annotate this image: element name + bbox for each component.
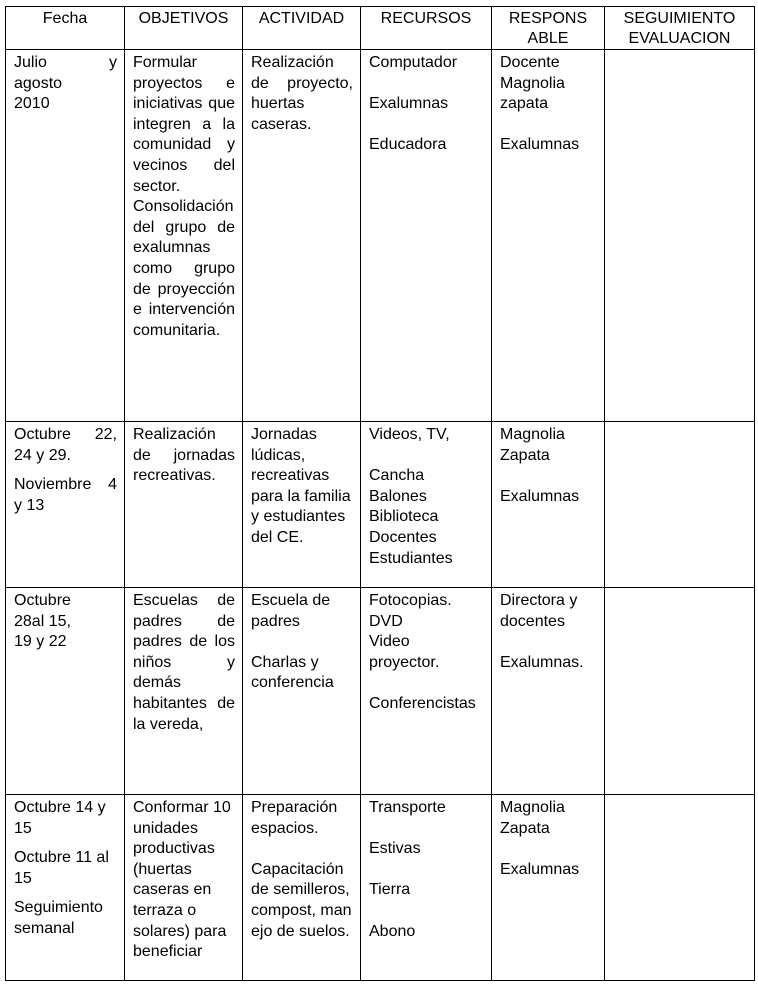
header-responsable: RESPONS ABLE [492, 7, 605, 50]
recurso-item: Fotocopias. [369, 592, 452, 609]
actividad-item: Charlas y conferencia [251, 653, 334, 692]
responsable-item: Exalumnas. [500, 653, 584, 671]
cell-seguimiento [605, 588, 755, 795]
cell-recursos [361, 588, 492, 795]
recurso-item: Videos, TV, [369, 426, 450, 443]
recurso-item: Cancha [369, 467, 425, 485]
responsable-item: Docente [500, 54, 560, 71]
actividad-item: Capacitación de semilleros, compost, manejo de suelos. [251, 860, 352, 940]
recurso-item: Estivas [369, 840, 421, 858]
fecha-line: Noviembre 4 y 13 [14, 476, 117, 514]
recurso-item: Video proyector. [369, 633, 440, 671]
fecha-line: 28al 15, [14, 612, 71, 630]
responsable-item: Magnolia [500, 74, 565, 92]
table-row [6, 422, 755, 588]
header-seguimiento: SEGUIMIENTO EVALUACION [605, 7, 755, 50]
recurso-item: Biblioteca [369, 508, 439, 526]
fecha-line: Octubre [14, 592, 71, 609]
fecha-line: 2010 [14, 95, 50, 113]
responsable-item: zapata [500, 95, 549, 113]
cell-actividad: Realización de proyecto, huertas caseras. [243, 50, 361, 422]
fecha-line: agosto [14, 74, 63, 92]
cell-actividad: Jornadas lúdicas, recreativas para la familia y estudiantes del CE. [243, 422, 361, 588]
recurso-item: DVD [369, 612, 403, 630]
responsable-item: Exalumnas [500, 136, 580, 154]
responsable-item: Exalumnas [500, 487, 580, 505]
cell-actividad [243, 795, 361, 981]
cell-fecha [6, 795, 125, 981]
cell-recursos [361, 795, 492, 981]
fecha-line: Octubre 11 al 15 [14, 849, 109, 887]
recurso-item: Transporte [369, 799, 446, 816]
cell-seguimiento [605, 50, 755, 422]
actividad-item: Escuela de padres [251, 592, 331, 630]
cell-responsable [492, 422, 605, 588]
cell-actividad [243, 588, 361, 795]
responsable-item: Zapata [500, 819, 550, 837]
fecha-line: Octubre 22, 24 y 29. [14, 426, 117, 464]
table-row [6, 588, 755, 795]
cell-seguimiento [605, 422, 755, 588]
header-row [6, 7, 755, 50]
table-row [6, 50, 755, 422]
header-fecha: Fecha [6, 7, 125, 50]
fecha-line: 19 y 22 [14, 633, 67, 651]
recurso-item: Computador [369, 54, 458, 71]
responsable-item: Exalumnas [500, 860, 580, 878]
cell-recursos [361, 422, 492, 588]
recurso-item: Educadora [369, 136, 447, 154]
cell-seguimiento [605, 795, 755, 981]
recurso-item: Docentes [369, 528, 437, 546]
cell-fecha [6, 588, 125, 795]
table-row [6, 795, 755, 981]
cell-objetivos: Escuelas de padres de padres de los niños y demás habitantes de la vereda, [125, 588, 243, 795]
cell-objetivos: Realización de jornadas recreativas. [125, 422, 243, 588]
recurso-item: Exalumnas [369, 95, 449, 113]
planning-table [5, 6, 755, 981]
responsable-item: Magnolia [500, 799, 565, 816]
recurso-item: Balones [369, 487, 427, 505]
recurso-item: Estudiantes [369, 549, 453, 567]
actividad-item: Preparación espacios. [251, 799, 338, 837]
header-objetivos: OBJETIVOS [125, 7, 243, 50]
recurso-item: Tierra [369, 881, 411, 899]
fecha-line: Seguimiento semanal [14, 899, 103, 937]
cell-fecha [6, 50, 125, 422]
cell-responsable [492, 795, 605, 981]
header-recursos: RECURSOS [361, 7, 492, 50]
cell-responsable [492, 588, 605, 795]
fecha-line: Julio y [14, 54, 117, 71]
cell-objetivos: Conformar 10 unidades productivas (huertas caseras en terraza o solares) para beneficiar [125, 795, 243, 981]
cell-recursos [361, 50, 492, 422]
responsable-item: Directora y docentes [500, 592, 578, 630]
responsable-item: Magnolia [500, 426, 565, 443]
recurso-item: Abono [369, 922, 416, 940]
cell-responsable [492, 50, 605, 422]
header-actividad: ACTIVIDAD [243, 7, 361, 50]
cell-fecha [6, 422, 125, 588]
recurso-item: Conferencistas [369, 694, 476, 712]
responsable-item: Zapata [500, 446, 550, 464]
cell-objetivos: Formular proyectos e iniciativas que integren a la comunidad y vecinos del sector. Consolidación del grupo de exalumnas como grupo de proyección e intervención comunitaria. [125, 50, 243, 422]
fecha-line: Octubre 14 y 15 [14, 799, 106, 837]
